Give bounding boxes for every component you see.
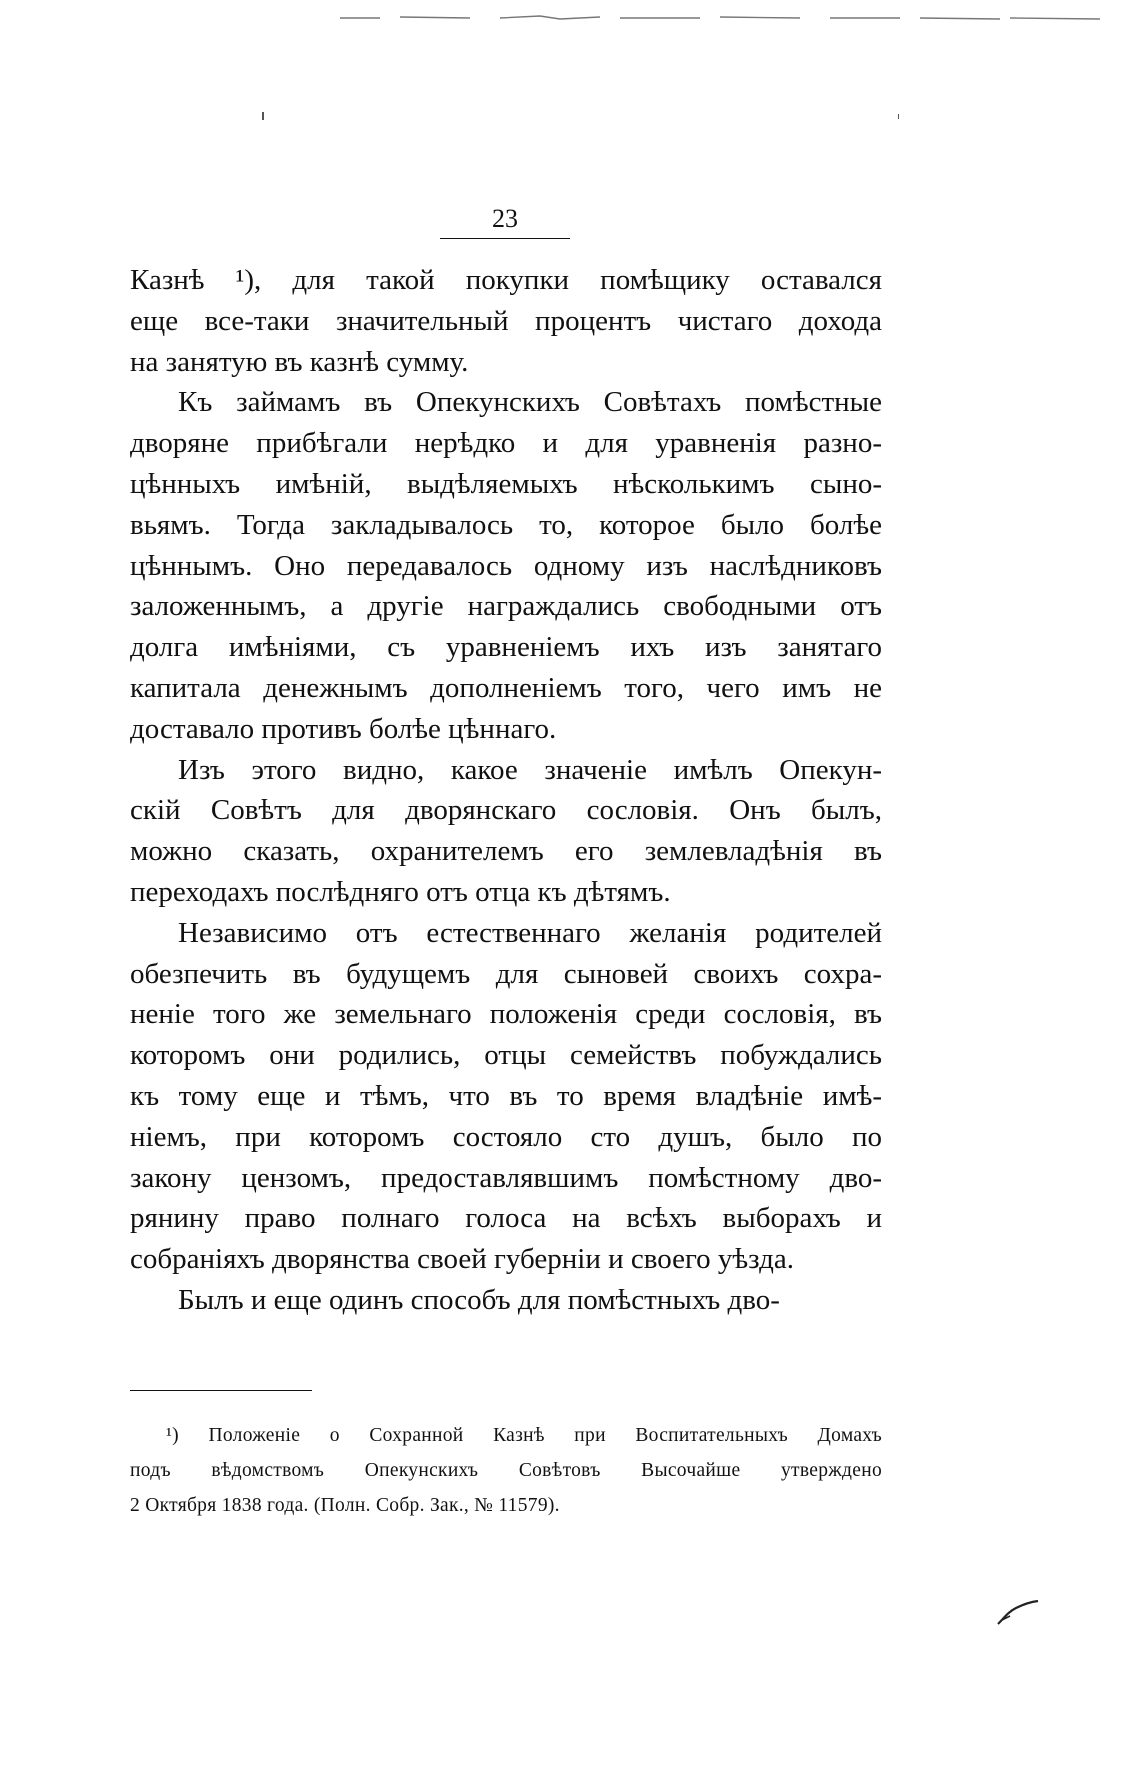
text-line: еще все-таки значительный процентъ чистаго дохода [130, 304, 882, 337]
text-line: можно сказать, охранителемъ его землевладѣнія въ [130, 835, 882, 868]
body-text [130, 260, 882, 1321]
text-line: неніе того же земельнаго положенія среди сословія, въ [130, 998, 882, 1031]
text-line: переходахъ послѣдняго отъ отца къ дѣтямъ. [130, 875, 671, 908]
text-line: Изъ этого видно, какое значеніе имѣлъ Опекун- [178, 753, 882, 786]
footnote-line: подъ вѣдомствомъ Опекунскихъ Совѣтовъ Высочайше утверждено [130, 1460, 882, 1481]
text-line: дворяне прибѣгали нерѣдко и для уравненія разно- [130, 427, 882, 460]
text-line: цѣннымъ. Оно передавалось одному изъ наслѣдниковъ [130, 549, 882, 582]
page-number: 23 [492, 204, 518, 233]
text-line: долга имѣніями, съ уравненіемъ ихъ изъ занятаго [130, 631, 882, 664]
text-line: на занятую въ казнѣ сумму. [130, 345, 469, 378]
text-line: заложеннымъ, а другіе награждались свободными отъ [130, 590, 882, 623]
paragraph [130, 750, 882, 913]
footnote-line: ¹) Положеніе о Сохранной Казнѣ при Воспитательныхъ Домахъ [166, 1425, 882, 1446]
text-line: обезпечить въ будущемъ для сыновей своихъ сохра- [130, 957, 882, 990]
scan-speck [898, 114, 899, 119]
text-line: закону цензомъ, предоставлявшимъ помѣстному дво- [130, 1161, 882, 1194]
text-line: Былъ и еще одинъ способъ для помѣстныхъ дво- [178, 1283, 780, 1316]
paragraph [130, 1280, 882, 1321]
text-line: доставало противъ болѣе цѣннаго. [130, 712, 557, 745]
footnote [130, 1418, 882, 1523]
paragraph [130, 260, 882, 382]
text-line: къ тому еще и тѣмъ, что въ то время владѣніе имѣ- [130, 1079, 882, 1112]
text-line: Независимо отъ естественнаго желанія родителей [178, 916, 882, 949]
text-line: Казнѣ ¹), для такой покупки помѣщику оставался [130, 264, 882, 296]
scan-edge-marks [0, 10, 1140, 30]
text-line: вьямъ. Тогда закладывалось то, которое было болѣе [130, 508, 882, 541]
text-line: которомъ они родились, отцы семействъ побуждались [130, 1039, 882, 1072]
scan-speck [262, 112, 264, 120]
text-line: цѣнныхъ имѣній, выдѣляемыхъ нѣсколькимъ сыно- [130, 467, 882, 500]
text-line: скій Совѣтъ для дворянскаго сословія. Онъ былъ, [130, 794, 882, 827]
text-line: капитала денежнымъ дополненіемъ того, чего имъ не [130, 671, 882, 704]
text-line: рянину право полнаго голоса на всѣхъ выборахъ и [130, 1202, 882, 1235]
page-number-rule [440, 238, 570, 239]
text-line: собраніяхъ дворянства своей губерніи и своего уѣзда. [130, 1243, 794, 1276]
paragraph [130, 382, 882, 749]
text-line: Къ займамъ въ Опекунскихъ Совѣтахъ помѣстные [178, 386, 882, 419]
footnote-separator [130, 1390, 312, 1391]
text-line: ніемъ, при которомъ состояло сто душъ, было по [130, 1120, 882, 1153]
footnote-line: 2 Октября 1838 года. (Полн. Собр. Зак., № 11579). [130, 1495, 560, 1516]
paragraph [130, 913, 882, 1280]
pencil-mark [996, 1598, 1040, 1628]
